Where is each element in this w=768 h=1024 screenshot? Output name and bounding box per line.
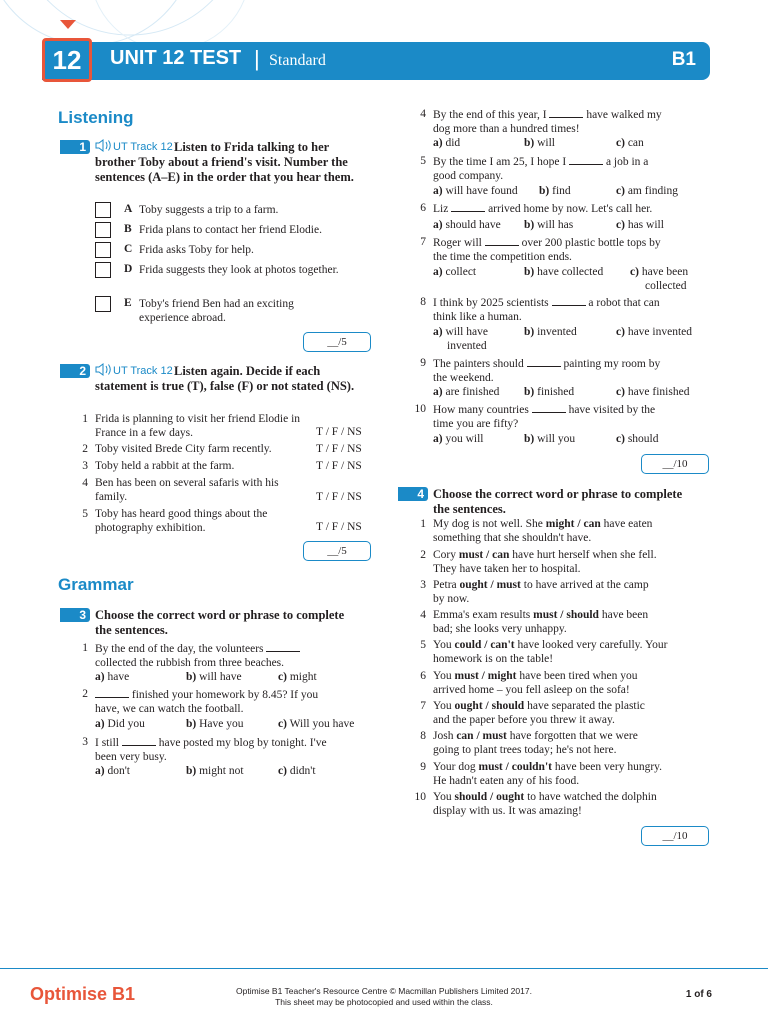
word-choice[interactable]: ought / must (459, 579, 521, 591)
option-a[interactable]: a) collect (433, 266, 477, 278)
item-number: 1 (82, 642, 88, 654)
option-a[interactable]: a) are finished (433, 386, 500, 398)
answer-blank[interactable] (485, 235, 519, 246)
question-part: by now. (433, 593, 470, 605)
option-text: have finished (627, 386, 690, 398)
exercise-4-badge: 4 (398, 487, 428, 501)
option-c[interactable]: c) might (278, 671, 317, 683)
word-choice[interactable]: could / can't (454, 639, 515, 651)
question-part: have looked very carefully. Your (514, 639, 668, 651)
option-b[interactable]: b) will you (524, 433, 576, 445)
question-part: time you are fifty? (433, 418, 519, 430)
question-part: arrived home – you fell asleep on the sofa! (433, 684, 630, 696)
option-c[interactable]: c) Will you have (278, 718, 355, 730)
answer-blank[interactable] (569, 154, 603, 165)
question-text (95, 735, 375, 764)
option-text: invented (537, 326, 577, 338)
option-c[interactable]: c) am finding (616, 185, 678, 197)
item-number: 9 (420, 357, 426, 369)
question-part: have visited by the (568, 404, 656, 416)
option-text: didn't (289, 765, 316, 777)
question-part: I think by 2025 scientists (433, 297, 549, 309)
option-b[interactable]: b) find (539, 185, 571, 197)
item-number: 5 (420, 639, 426, 651)
question-text (433, 356, 718, 385)
question-part: He hadn't eaten any of his food. (433, 775, 580, 787)
score-box-2: __/5 (303, 541, 371, 561)
item-letter: C (124, 243, 133, 255)
question-part: By the end of the day, the volunteers (95, 643, 264, 655)
option-a[interactable]: a) should have (433, 219, 501, 231)
option-a[interactable]: a) don't (95, 765, 130, 777)
item-letter: A (124, 203, 133, 215)
option-text: you will (445, 433, 484, 445)
answer-blank[interactable] (527, 356, 561, 367)
answer-blank[interactable] (266, 641, 300, 652)
option-text: have collected (537, 266, 604, 278)
option-a[interactable]: a) will have found (433, 185, 518, 197)
item-text: Frida suggests they look at photos together. (139, 264, 339, 276)
listening-title: Listening (58, 108, 134, 127)
statement-text: Ben has been on several safaris with his family. (95, 477, 279, 503)
question-part: have walked my (586, 109, 662, 121)
question-text (433, 699, 718, 727)
header-decoration (0, 0, 260, 44)
item-text: Toby's friend Ben had an exciting experience abroad. (139, 298, 294, 324)
question-part: been very busy. (95, 751, 167, 763)
page-number: 1 of 6 (685, 989, 712, 1000)
option-text: have invented (627, 326, 692, 338)
item-number: 1 (82, 413, 88, 425)
question-part: By the time I am 25, I hope I (433, 156, 567, 168)
option-text: should have (445, 219, 501, 231)
question-part: You (433, 670, 455, 682)
answer-blank[interactable] (549, 107, 583, 118)
footer-divider (0, 968, 768, 969)
question-part: arrived home by now. Let's call her. (488, 203, 653, 215)
question-part: have hurt herself when she fell. (509, 549, 657, 561)
item-number: 2 (420, 549, 426, 561)
question-part: I still (95, 737, 119, 749)
option-b[interactable]: b) have collected (524, 266, 604, 278)
exercise-3-instruction: Choose the correct word or phrase to complete the sentences. (95, 608, 345, 637)
question-text (433, 107, 713, 136)
statement-text: Toby held a rabbit at the farm. (95, 460, 235, 472)
statement-text: Toby has heard good things about the photography exhibition. (95, 508, 268, 534)
option-a[interactable]: a) did (433, 137, 461, 149)
option-c[interactable]: c) have invented (616, 326, 692, 338)
item-text: Frida plans to contact her friend Elodie. (139, 224, 322, 236)
statement-text: Frida is planning to visit her friend Elodie in France in a few days. (95, 413, 301, 439)
answer-blank[interactable] (122, 735, 156, 746)
option-c[interactable]: c) didn't (278, 765, 316, 777)
question-part: Roger will (433, 237, 482, 249)
statement-text: Toby visited Brede City farm recently. (95, 443, 272, 455)
option-text: will have (445, 326, 488, 338)
option-text: might not (199, 765, 244, 777)
question-part: finished your homework by 8.45? If you (131, 689, 319, 701)
answer-blank[interactable] (552, 295, 586, 306)
score-box-1: __/5 (303, 332, 371, 352)
question-part: over 200 plastic bottle tops by (521, 237, 661, 249)
option-text: have been (641, 266, 689, 278)
question-text (433, 548, 718, 576)
answer-box-c[interactable] (95, 242, 111, 258)
answer-blank[interactable] (95, 687, 129, 698)
score-box-3: __/10 (641, 454, 709, 474)
question-part: You (433, 639, 455, 651)
question-part: think like a human. (433, 311, 522, 323)
question-part: going to plant trees today; he's not here. (433, 744, 617, 756)
question-part: Liz (433, 203, 449, 215)
question-part: dog more than a hundred times! (433, 123, 580, 135)
item-letter: D (124, 263, 133, 275)
option-c[interactable]: c) have been (630, 266, 689, 278)
option-text: did (445, 137, 461, 149)
item-letter: E (124, 297, 132, 309)
exercise-1-instruction: Listen to Frida talking to her brother Toby about a friend's visit. Number the sentences (A–E) in the order that you hear them. (95, 140, 354, 184)
option-b[interactable]: b) invented (524, 326, 577, 338)
option-text: collect (445, 266, 477, 278)
question-part: Emma's exam results (433, 609, 534, 621)
item-number: 2 (82, 443, 88, 455)
word-choice[interactable]: might / can (545, 518, 601, 530)
question-text (95, 641, 365, 670)
question-text (433, 790, 718, 818)
tf-choice[interactable]: T / F / NS (316, 426, 362, 438)
question-text (433, 235, 713, 264)
item-number: 6 (420, 670, 426, 682)
word-choice[interactable]: must / might (454, 670, 517, 682)
question-part: have been very hungry. (551, 761, 663, 773)
option-text: Have you (199, 718, 244, 730)
question-text (433, 295, 718, 324)
question-part: Josh (433, 730, 457, 742)
option-b[interactable]: b) Have you (186, 718, 244, 730)
photocopy-note: This sheet may be photocopied and used within the class. (275, 997, 493, 1007)
option-text: Did you (107, 718, 145, 730)
item-number: 10 (414, 791, 426, 803)
answer-box-d[interactable] (95, 262, 111, 278)
test-subtitle: Standard (269, 52, 326, 69)
question-part: the weekend. (433, 372, 494, 384)
question-part: the time the competition ends. (433, 251, 572, 263)
item-number: 6 (420, 202, 426, 214)
option-text: will have (199, 671, 242, 683)
question-part: have been tired when you (516, 670, 638, 682)
item-number: 4 (82, 477, 88, 489)
item-number: 8 (420, 296, 426, 308)
tf-choice[interactable]: T / F / NS (316, 491, 362, 503)
question-part: have eaten (600, 518, 653, 530)
option-a[interactable]: a) have (95, 671, 130, 683)
question-text (433, 517, 718, 545)
option-text: finished (537, 386, 575, 398)
question-text (433, 608, 718, 636)
item-number: 7 (420, 700, 426, 712)
question-part: Cory (433, 549, 459, 561)
option-text: will have found (445, 185, 518, 197)
item-number: 4 (420, 609, 426, 621)
option-b[interactable]: b) will (524, 137, 555, 149)
question-text (433, 638, 718, 666)
question-part: Petra (433, 579, 460, 591)
title-separator: | (254, 46, 260, 71)
question-part: a robot that can (588, 297, 660, 309)
word-choice[interactable]: must / should (533, 609, 599, 621)
answer-blank[interactable] (451, 201, 485, 212)
item-letter: B (124, 223, 132, 235)
exercise-4-instruction: Choose the correct word or phrase to complete the sentences. (433, 487, 683, 516)
option-c[interactable]: c) can (616, 137, 644, 149)
item-number: 10 (414, 403, 426, 415)
item-number: 7 (420, 236, 426, 248)
item-number: 5 (420, 155, 426, 167)
question-text (433, 402, 718, 431)
question-text (433, 154, 713, 183)
option-text: have (107, 671, 130, 683)
option-c[interactable]: c) has will (616, 219, 664, 231)
question-part: You (433, 700, 455, 712)
word-choice[interactable]: must / can (458, 549, 510, 561)
question-part: By the end of this year, I (433, 109, 547, 121)
item-text: Frida asks Toby for help. (139, 244, 254, 256)
answer-box-e[interactable] (95, 296, 111, 312)
option-b[interactable]: b) might not (186, 765, 244, 777)
option-text: should (627, 433, 659, 445)
question-part: have separated the plastic (524, 700, 645, 712)
word-choice[interactable]: can / must (456, 730, 507, 742)
option-text: has will (627, 219, 664, 231)
item-number: 3 (82, 460, 88, 472)
tf-choice[interactable]: T / F / NS (316, 521, 362, 533)
word-choice[interactable]: ought / should (454, 700, 525, 712)
question-part: collected the rubbish from three beaches. (95, 657, 285, 669)
question-part: and the paper before you threw it away. (433, 714, 615, 726)
item-number: 2 (82, 688, 88, 700)
item-number: 3 (82, 736, 88, 748)
option-a[interactable]: a) you will (433, 433, 484, 445)
item-number: 8 (420, 730, 426, 742)
option-text: can (627, 137, 644, 149)
question-text (433, 760, 718, 788)
question-part: My dog is not well. She (433, 518, 546, 530)
score-box-4: __/10 (641, 826, 709, 846)
track-label: UT Track 12 (113, 365, 173, 377)
question-text (433, 669, 718, 697)
level-label: B1 (671, 49, 696, 70)
exercise-1-badge: 1 (60, 140, 90, 154)
option-text-continued: collected (645, 280, 687, 292)
option-c[interactable]: c) have finished (616, 386, 690, 398)
grammar-title: Grammar (58, 575, 134, 594)
tf-choice[interactable]: T / F / NS (316, 460, 362, 472)
question-part: have posted my blog by tonight. I've (158, 737, 327, 749)
option-a[interactable]: a) will have (433, 326, 488, 338)
question-part: have been (598, 609, 649, 621)
option-c[interactable]: c) should (616, 433, 659, 445)
question-part: They have taken her to hospital. (433, 563, 581, 575)
question-text (95, 687, 370, 716)
item-number: 3 (420, 579, 426, 591)
exercise-3-badge: 3 (60, 608, 90, 622)
question-part: to have arrived at the camp (520, 579, 649, 591)
option-text-continued: invented (447, 340, 487, 352)
option-text: will you (537, 433, 576, 445)
item-number: 1 (420, 518, 426, 530)
item-number: 9 (420, 761, 426, 773)
question-part: good company. (433, 170, 504, 182)
question-part: painting my room by (563, 358, 661, 370)
option-text: find (552, 185, 571, 197)
question-text (433, 578, 718, 606)
test-title: UNIT 12 TEST (110, 47, 242, 69)
item-number: 5 (82, 508, 88, 520)
answer-box-a[interactable] (95, 202, 111, 218)
track-label: UT Track 12 (113, 141, 173, 153)
word-choice[interactable]: should / ought (454, 791, 525, 803)
option-text: am finding (627, 185, 678, 197)
option-a[interactable]: a) Did you (95, 718, 145, 730)
option-b[interactable]: b) will has (524, 219, 574, 231)
question-part: homework is on the table! (433, 653, 554, 665)
question-part: to have watched the dolphin (524, 791, 657, 803)
question-part: display with us. It was amazing! (433, 805, 582, 817)
option-text: will has (537, 219, 574, 231)
question-text (433, 729, 718, 757)
question-part: You (433, 791, 455, 803)
option-text: might (289, 671, 317, 683)
question-part: have forgotten that we were (506, 730, 638, 742)
tf-choice[interactable]: T / F / NS (316, 443, 362, 455)
answer-box-b[interactable] (95, 222, 111, 238)
option-b[interactable]: b) finished (524, 386, 575, 398)
exercise-2-badge: 2 (60, 364, 90, 378)
unit-number-badge: 12 (42, 38, 92, 82)
question-part: have, we can watch the football. (95, 703, 244, 715)
question-part: Your dog (433, 761, 479, 773)
unit-marker-arrow-icon (60, 20, 76, 29)
question-part: something that she shouldn't have. (433, 532, 592, 544)
question-part: The painters should (433, 358, 524, 370)
word-choice[interactable]: must / couldn't (478, 761, 552, 773)
item-number: 4 (420, 108, 426, 120)
option-text: Will you have (289, 718, 355, 730)
answer-blank[interactable] (532, 402, 566, 413)
question-part: bad; she looks very unhappy. (433, 623, 567, 635)
exercise-2-instruction: Listen again. Decide if each statement is true (T), false (F) or not stated (NS). (95, 364, 355, 393)
brand-logo: Optimise B1 (30, 984, 136, 1004)
question-part: a job in a (605, 156, 649, 168)
question-part: How many countries (433, 404, 529, 416)
copyright-text: Optimise B1 Teacher's Resource Centre © Macmillan Publishers Limited 2017. (236, 986, 532, 996)
question-text (433, 201, 718, 216)
option-b[interactable]: b) will have (186, 671, 242, 683)
option-text: are finished (445, 386, 500, 398)
item-text: Toby suggests a trip to a farm. (139, 204, 279, 216)
option-text: don't (107, 765, 130, 777)
option-text: will (537, 137, 555, 149)
